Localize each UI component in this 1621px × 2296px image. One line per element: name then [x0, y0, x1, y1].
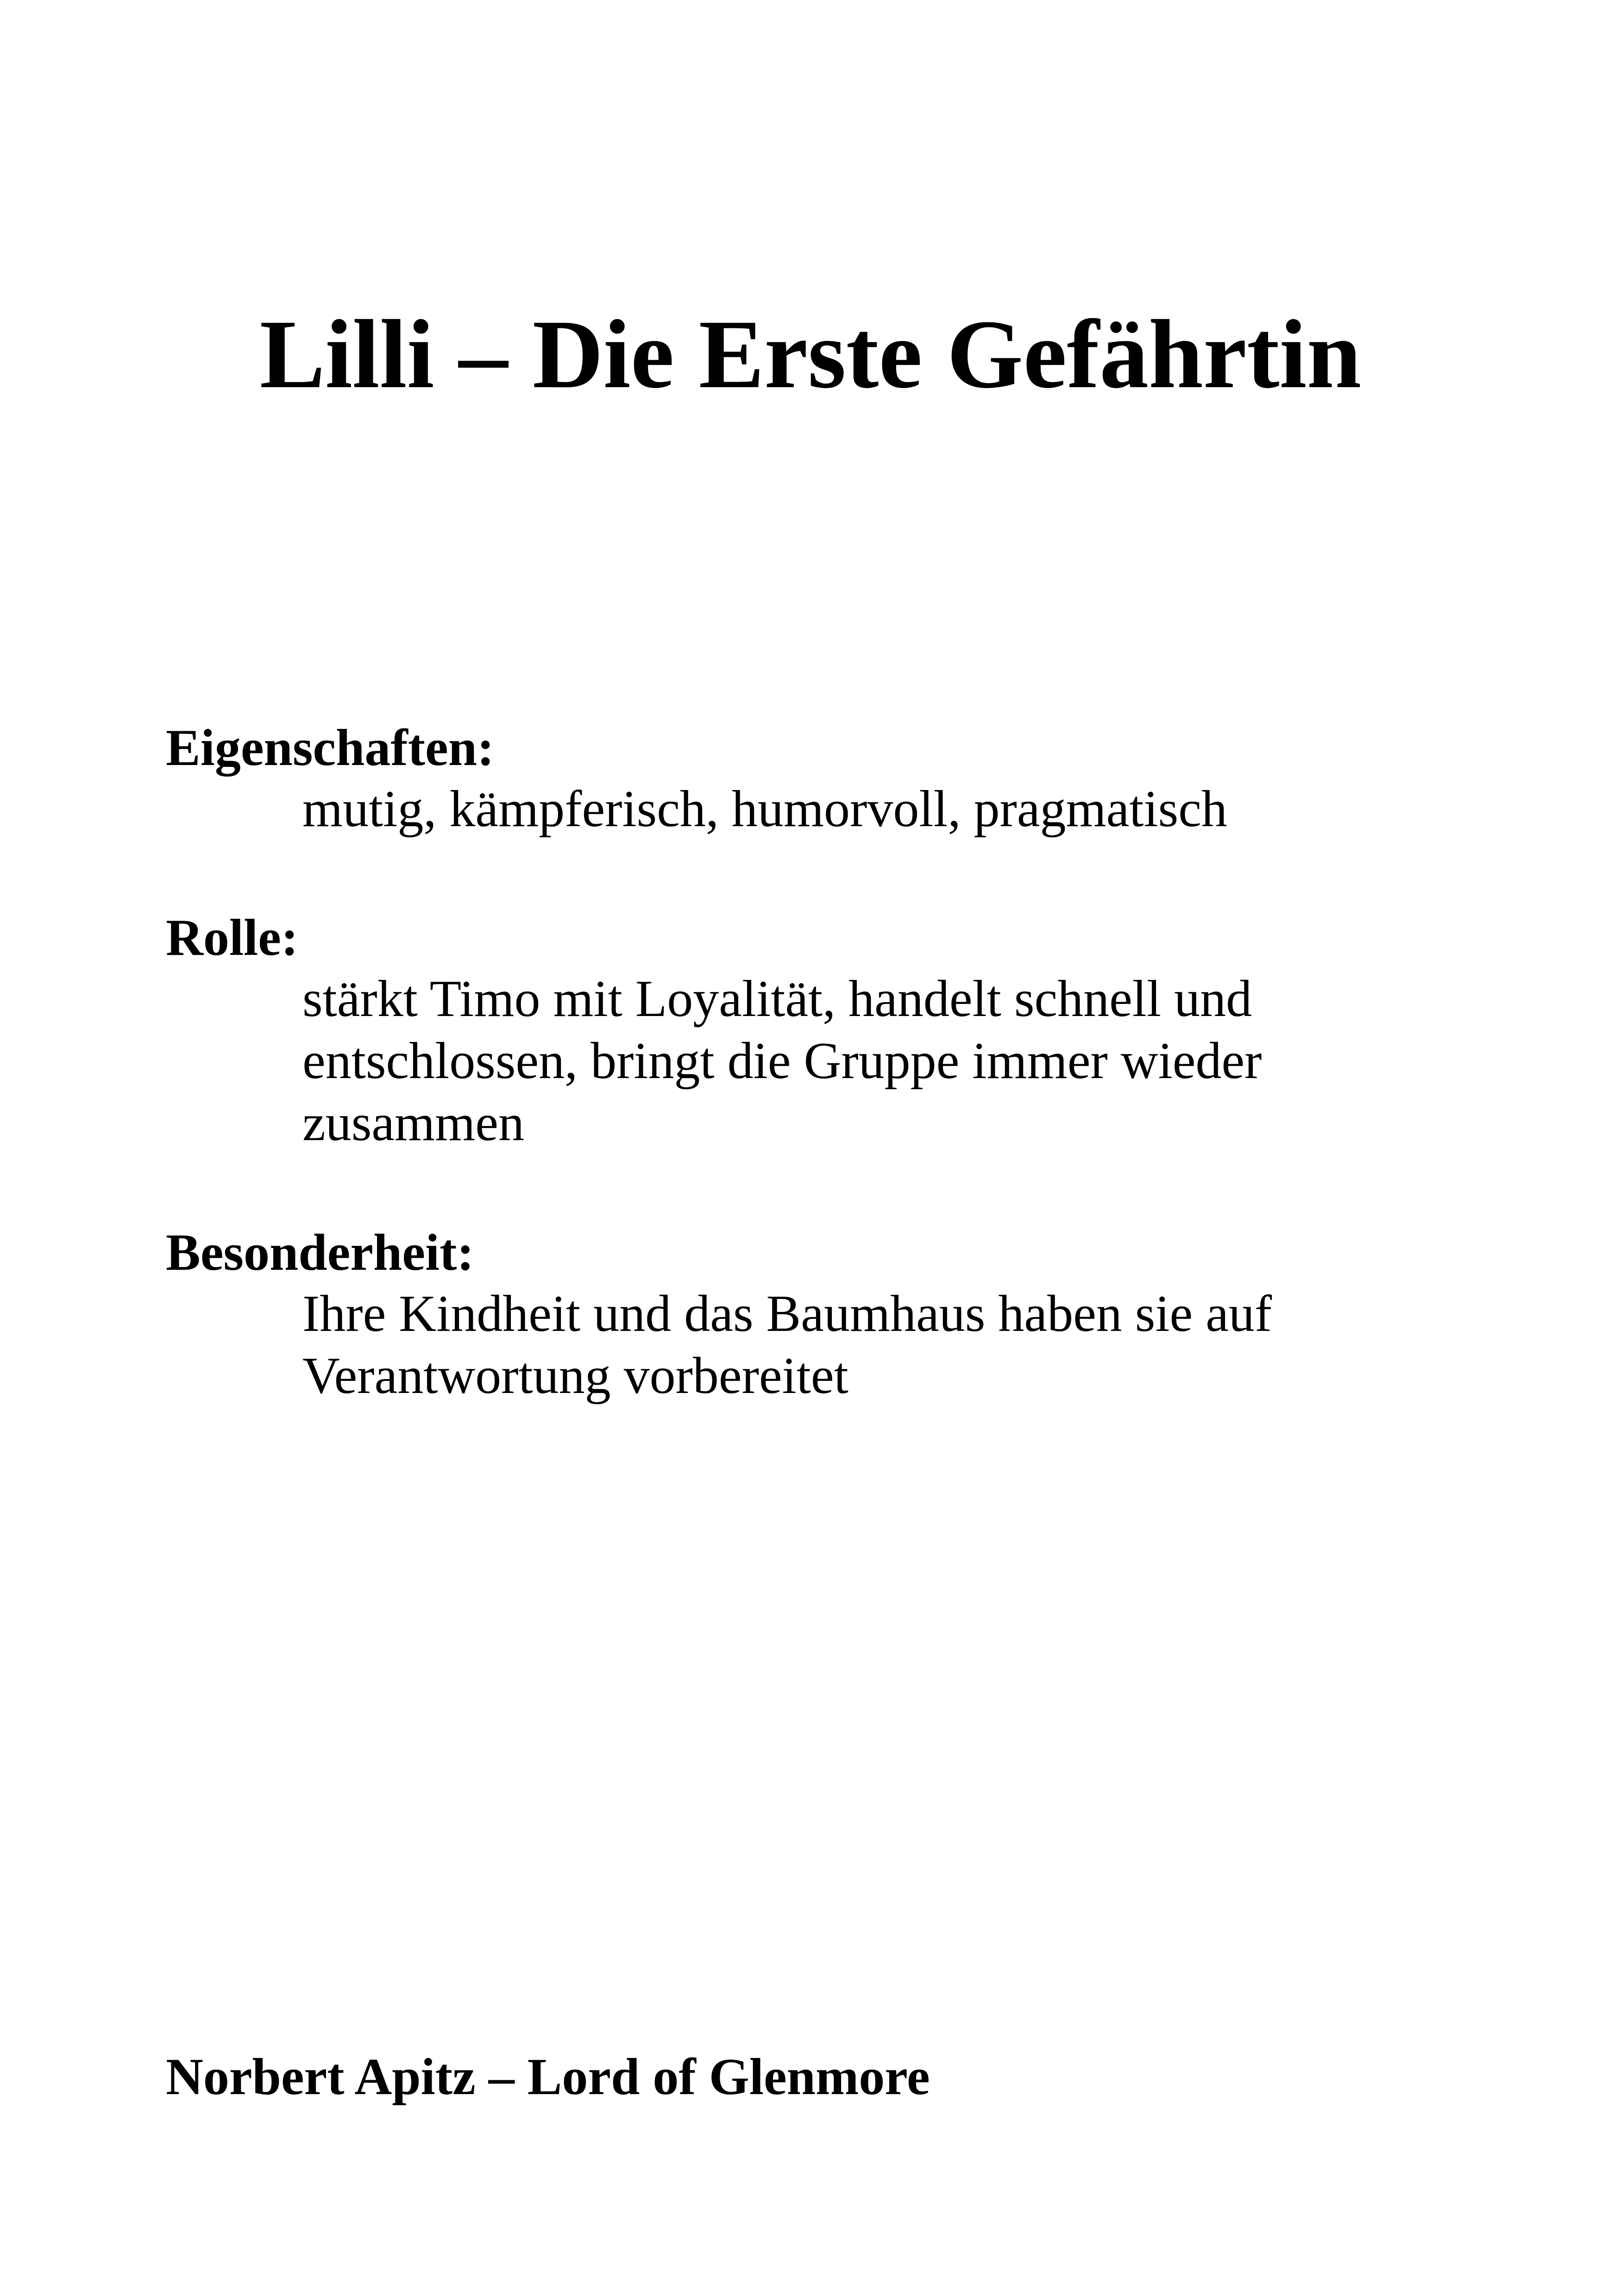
section-text-line: stärkt Timo mit Loyalität, handelt schnell und	[302, 970, 1252, 1028]
section-text-line: Ihre Kindheit und das Baumhaus haben sie auf	[302, 1285, 1272, 1342]
section-body-rolle	[302, 968, 1507, 1154]
section-text-line: mutig, kämpferisch, humorvoll, pragmatisch	[302, 780, 1227, 838]
page-title: Lilli – Die Erste Gefährtin	[259, 300, 1362, 408]
section-text-line: entschlossen, bringt die Gruppe immer wieder	[302, 1032, 1262, 1090]
section-body-besonderheit	[302, 1283, 1507, 1407]
section-heading-rolle: Rolle:	[166, 909, 299, 966]
section-heading-eigenschaften: Eigenschaften:	[166, 719, 495, 777]
section-text-line: zusammen	[302, 1094, 524, 1152]
section-heading-besonderheit: Besonderheit:	[166, 1224, 474, 1281]
section-text-line: Verantwortung vorbereitet	[302, 1347, 848, 1405]
author-footer: Norbert Apitz – Lord of Glenmore	[166, 2048, 930, 2106]
section-body-eigenschaften	[302, 778, 1507, 840]
